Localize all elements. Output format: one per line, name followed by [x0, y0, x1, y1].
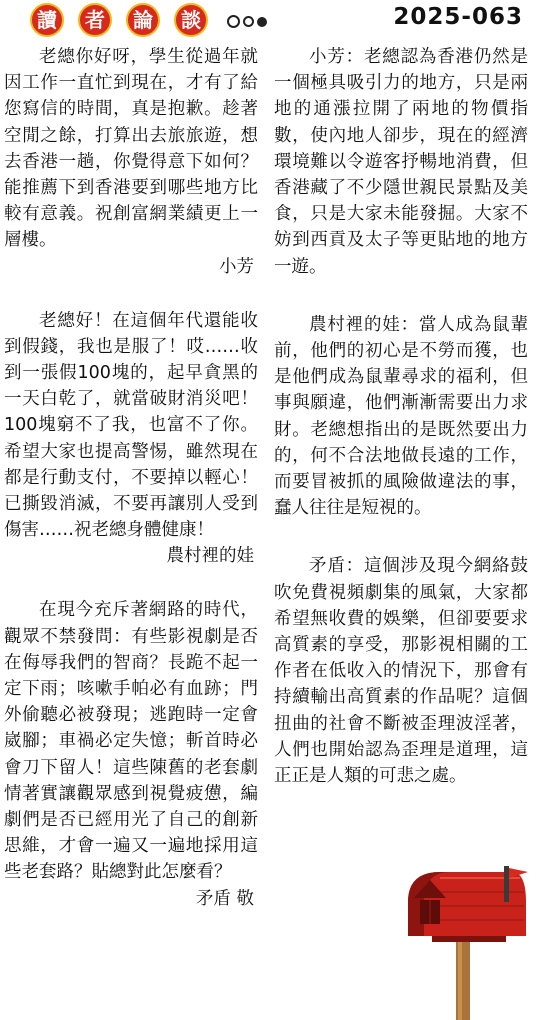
reply-text: 農村裡的娃：當人成為鼠輩前，他們的初心是不勞而獲，也是他們成為鼠輩尋求的福利，但事與願違，他們漸漸需要出力求財。老總想指出的是既然要出力的，何不合法地做長遠的工作，而要冒被抓的風險做違法的事，蠢人往往是短視的。 — [274, 314, 528, 519]
right-column — [274, 44, 528, 789]
letter-signature: 矛盾 敬 — [195, 888, 254, 909]
letter-text: 老總好！在這個年代還能收到假錢，我也是服了！哎……收到一張假100塊的，起早貪黑的一天白乾了，就當破財消災吧！ 100塊窮不了我，也富不了你。希望大家也提高警惕，雖然現在都是行動支付，不要掉以輕心！已撕毀消滅，不要再讓別人受到傷害……祝老總身體健康！ — [4, 310, 258, 541]
reply-text: 小芳：老總認為香港仍然是一個極具吸引力的地方，只是兩地的通漲拉開了兩地的物價指數，使內地人卻步，現在的經濟環境難以令遊客抒暢地消費，但香港藏了不少隱世親民景點及美食，只是大家未能發掘。大家不妨到西貢及太子等更貼地的地方一遊。 — [274, 47, 528, 277]
circle-icon — [243, 16, 254, 27]
letter-signature: 農村裡的娃 — [166, 546, 254, 567]
reader-letter-1 — [4, 44, 258, 254]
title-char-3: 論 — [126, 3, 160, 37]
letter-signature: 小芳 — [219, 256, 254, 277]
filled-circle-icon — [257, 17, 267, 27]
letter-text: 在現今充斥著網路的時代，觀眾不禁發問：有些影視劇是否在侮辱我們的智商？長跪不起一定下雨；咳嗽手帕必有血跡；門外偷聽必被發現；逃跑時一定會崴腳；車禍必定失憶；斬首時必會刀下留人！這些陳舊的老套劇情著實讓觀眾感到視覺疲憊，編劇們是否已經用光了自己的創新思維，才會一遍又一遍地採用這些老套路？貼總對此怎麼看？ — [4, 600, 258, 883]
title-char-4: 談 — [174, 3, 208, 37]
reader-letter-3 — [4, 597, 258, 885]
reader-letter-2 — [4, 308, 258, 544]
reply-text: 矛盾：這個涉及現今網絡鼓吹免費視頻劇集的風氣，大家都希望無收費的娛樂，但卻要要求高質素的享受，那影視相關的工作者在低收入的情況下，那會有持續輸出高質素的作品呢？這個扭曲的社會不斷被歪理波淫著，人們也開始認為歪理是道理，這正正是人類的可悲之處。 — [274, 556, 528, 787]
decorative-dots — [227, 11, 270, 30]
mailbox-icon — [400, 862, 532, 1020]
issue-number: 2025-063 — [393, 4, 523, 30]
editor-reply-3 — [274, 553, 528, 789]
title-char-1: 讀 — [30, 3, 64, 37]
editor-reply-2 — [274, 312, 528, 522]
left-column — [4, 44, 258, 912]
letter-text: 老總你好呀，學生從過年就因工作一直忙到現在，才有了給您寫信的時間，真是抱歉。趁著空閒之餘，打算出去旅旅遊，想去香港一趟，你覺得意下如何？能推薦下到香港要到哪些地方比較有意義。祝創富網業績更上一層樓。 — [4, 47, 258, 251]
header — [0, 0, 537, 40]
circle-icon — [227, 15, 240, 28]
editor-reply-1 — [274, 44, 528, 280]
title-char-2: 者 — [78, 3, 112, 37]
